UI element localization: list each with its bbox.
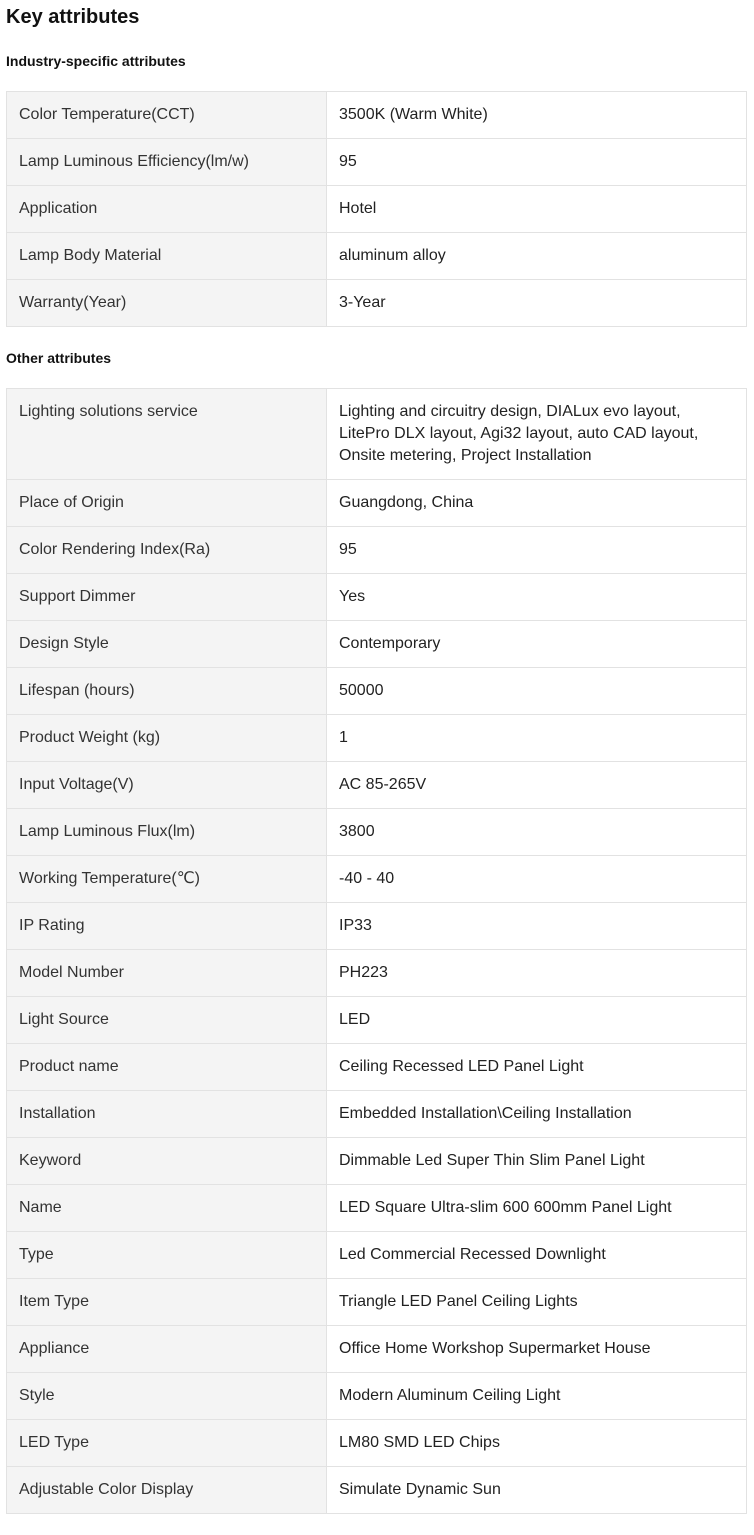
attribute-key: Installation (7, 1091, 327, 1138)
table-row (7, 621, 747, 668)
attribute-value: 3800 (327, 809, 747, 856)
table-row (7, 1467, 747, 1514)
table-row (7, 903, 747, 950)
attribute-key: Item Type (7, 1279, 327, 1326)
attribute-key: Place of Origin (7, 480, 327, 527)
attribute-key: IP Rating (7, 903, 327, 950)
attribute-value: 1 (327, 715, 747, 762)
attribute-value: aluminum alloy (327, 233, 747, 280)
attribute-value: IP33 (327, 903, 747, 950)
attribute-key: Input Voltage(V) (7, 762, 327, 809)
table-row (7, 1326, 747, 1373)
table-row (7, 574, 747, 621)
table-row (7, 1185, 747, 1232)
attribute-value: Embedded Installation\Ceiling Installation (327, 1091, 747, 1138)
attribute-key: Name (7, 1185, 327, 1232)
attribute-value: AC 85-265V (327, 762, 747, 809)
attribute-value: -40 - 40 (327, 856, 747, 903)
attribute-key: Application (7, 186, 327, 233)
table-row (7, 527, 747, 574)
attribute-value: LED (327, 997, 747, 1044)
table-row (7, 389, 747, 480)
attribute-key: Color Temperature(CCT) (7, 92, 327, 139)
table-row (7, 480, 747, 527)
attribute-key: Color Rendering Index(Ra) (7, 527, 327, 574)
attribute-value: Led Commercial Recessed Downlight (327, 1232, 747, 1279)
table-row (7, 1044, 747, 1091)
attribute-value: Triangle LED Panel Ceiling Lights (327, 1279, 747, 1326)
attribute-key: Light Source (7, 997, 327, 1044)
attribute-value: Dimmable Led Super Thin Slim Panel Light (327, 1138, 747, 1185)
attribute-value: LED Square Ultra-slim 600 600mm Panel Light (327, 1185, 747, 1232)
attribute-key: Model Number (7, 950, 327, 997)
attribute-value: 50000 (327, 668, 747, 715)
attribute-key: Adjustable Color Display (7, 1467, 327, 1514)
attribute-value: Lighting and circuitry design, DIALux evo layout, LitePro DLX layout, Agi32 layout, auto CAD layout, Onsite metering, Project Installation (327, 389, 747, 480)
attribute-value: 95 (327, 139, 747, 186)
attribute-key: Lighting solutions service (7, 389, 327, 480)
other-section-title: Other attributes (6, 350, 112, 366)
table-row (7, 1138, 747, 1185)
attribute-value: Yes (327, 574, 747, 621)
attribute-key: Support Dimmer (7, 574, 327, 621)
attribute-key: Warranty(Year) (7, 280, 327, 327)
attribute-value: Guangdong, China (327, 480, 747, 527)
attribute-value: Simulate Dynamic Sun (327, 1467, 747, 1514)
table-row (7, 950, 747, 997)
table-row (7, 809, 747, 856)
attribute-value: PH223 (327, 950, 747, 997)
attribute-key: Type (7, 1232, 327, 1279)
table-row (7, 186, 747, 233)
table-row (7, 1373, 747, 1420)
attribute-key: Appliance (7, 1326, 327, 1373)
table-row (7, 92, 747, 139)
table-row (7, 280, 747, 327)
attribute-value: Modern Aluminum Ceiling Light (327, 1373, 747, 1420)
attribute-value: 3500K (Warm White) (327, 92, 747, 139)
attribute-key: Product name (7, 1044, 327, 1091)
attribute-key: Product Weight (kg) (7, 715, 327, 762)
table-row (7, 762, 747, 809)
attribute-key: Lifespan (hours) (7, 668, 327, 715)
attribute-value: 95 (327, 527, 747, 574)
attribute-key: Lamp Body Material (7, 233, 327, 280)
table-row (7, 1420, 747, 1467)
attribute-key: Keyword (7, 1138, 327, 1185)
table-row (7, 139, 747, 186)
attribute-value: Hotel (327, 186, 747, 233)
table-row (7, 997, 747, 1044)
industry-attributes-table (6, 91, 747, 327)
attribute-value: Ceiling Recessed LED Panel Light (327, 1044, 747, 1091)
table-row (7, 233, 747, 280)
attribute-value: 3-Year (327, 280, 747, 327)
industry-section-title: Industry-specific attributes (6, 53, 186, 69)
attribute-value: Office Home Workshop Supermarket House (327, 1326, 747, 1373)
attribute-key: Lamp Luminous Flux(lm) (7, 809, 327, 856)
attribute-key: Working Temperature(℃) (7, 856, 327, 903)
table-row (7, 1232, 747, 1279)
attribute-value: Contemporary (327, 621, 747, 668)
attribute-value: LM80 SMD LED Chips (327, 1420, 747, 1467)
attribute-key: Style (7, 1373, 327, 1420)
other-attributes-table (6, 388, 747, 1514)
table-row (7, 668, 747, 715)
table-row (7, 856, 747, 903)
page-title: Key attributes (6, 6, 140, 28)
attribute-key: Design Style (7, 621, 327, 668)
table-row (7, 1279, 747, 1326)
table-row (7, 1091, 747, 1138)
attribute-key: Lamp Luminous Efficiency(lm/w) (7, 139, 327, 186)
table-row (7, 715, 747, 762)
attribute-key: LED Type (7, 1420, 327, 1467)
